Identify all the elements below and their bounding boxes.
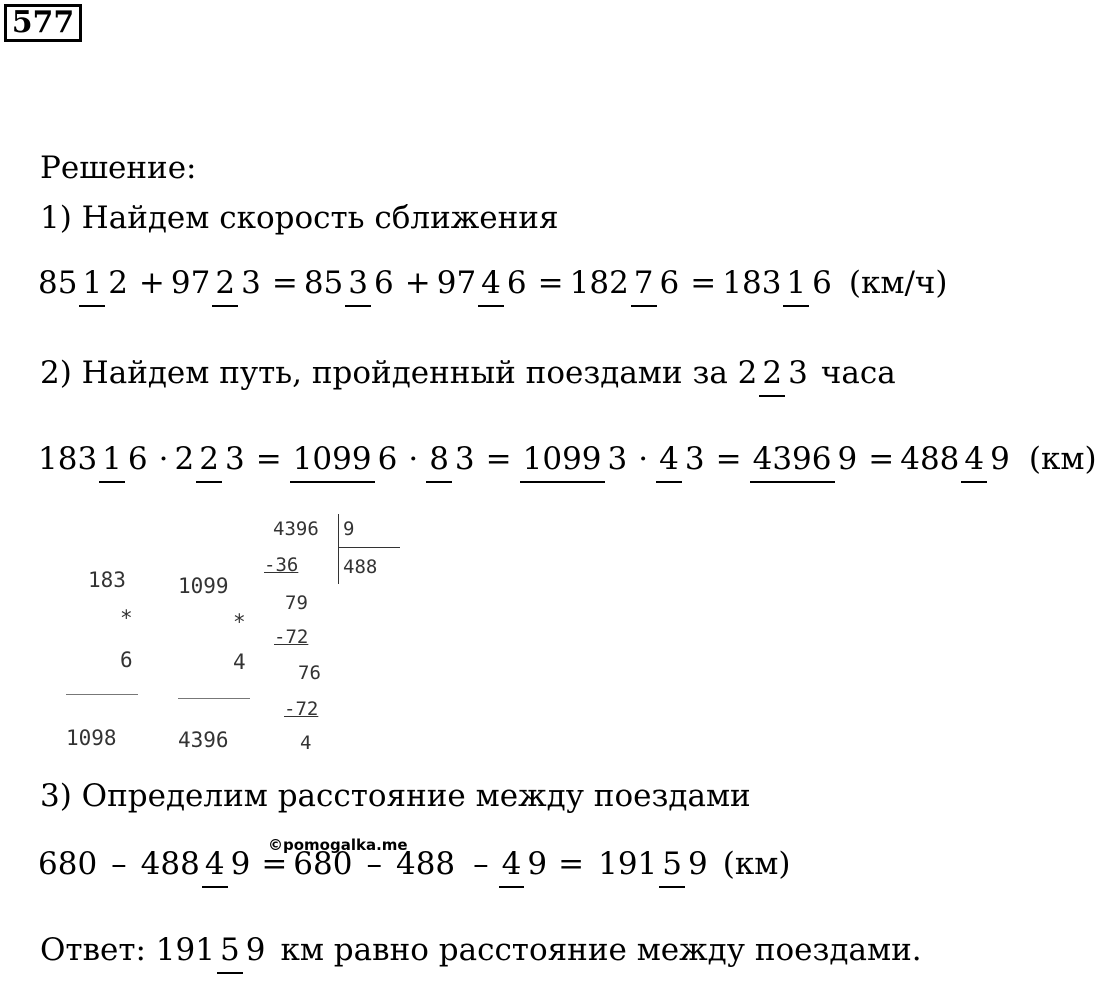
mult1-operand-a: 183 [88, 568, 126, 592]
fraction: 1099 3 [520, 444, 631, 475]
fraction: 1 2 [79, 268, 130, 299]
equals-sign: = [558, 846, 585, 882]
answer-line [40, 908, 922, 992]
step1-equation [38, 243, 948, 323]
minus-sign: – [473, 846, 489, 882]
whole-number: 680 [38, 846, 98, 882]
fraction: 8 3 [426, 444, 477, 475]
answer-prefix: Ответ: 191 [40, 932, 215, 968]
unit-label: (км) [1028, 441, 1097, 477]
division-remainder-3: 4 [300, 732, 312, 754]
fraction: 1 6 [783, 268, 834, 299]
solution-heading: Решение: [40, 150, 197, 186]
watermark: ©pomogalka.me [268, 836, 408, 854]
unit-label: (км) [722, 846, 791, 882]
division-quotient: 488 [343, 556, 378, 578]
mult2-result: 4396 [178, 728, 229, 752]
mult1-operator: * [120, 606, 133, 630]
mult2-operand-a: 1099 [178, 574, 229, 598]
whole-number: 191 [598, 846, 658, 882]
whole-number: 97 [170, 265, 211, 301]
answer-tail: км равно расстояние между поездами. [280, 932, 922, 968]
equals-sign: = [537, 265, 564, 301]
mult2-operand-b: 4 [233, 650, 246, 674]
fraction: 4 9 [499, 849, 550, 880]
plus-sign: + [138, 265, 165, 301]
whole-number: 488 [900, 441, 960, 477]
multiply-dot: · [158, 441, 169, 477]
fraction: 5 9 [659, 849, 710, 880]
equals-sign: = [715, 441, 742, 477]
whole-number: 85 [38, 265, 78, 301]
equals-sign: = [271, 265, 298, 301]
division-remainder-2: 76 [298, 662, 321, 684]
fraction: 1 6 [99, 444, 150, 475]
whole-number: 488 [395, 846, 456, 882]
fraction: 2 3 [196, 444, 247, 475]
step1-title: 1) Найдем скорость сближения [40, 200, 559, 236]
task-number: 577 [4, 4, 82, 42]
division-vertical-line [338, 514, 339, 584]
mult1-result: 1098 [66, 726, 117, 750]
equals-sign: = [485, 441, 512, 477]
division-divisor: 9 [343, 518, 355, 540]
fraction: 2 3 [212, 268, 263, 299]
minus-sign: – [366, 846, 382, 882]
division-dividend: 4396 [273, 518, 319, 540]
fraction: 4 6 [478, 268, 529, 299]
fraction: 3 6 [345, 268, 396, 299]
division-subtract-1: -36 [264, 554, 299, 576]
mult1-operand-b: 6 [120, 648, 133, 672]
step2-equation [38, 418, 1097, 500]
step3-equation [38, 822, 790, 906]
whole-number: 97 [436, 265, 477, 301]
fraction: 4 9 [961, 444, 1012, 475]
whole-number: 85 [303, 265, 344, 301]
division-remainder-1: 79 [285, 592, 308, 614]
fraction: 2 3 [759, 358, 810, 389]
mult2-operator: * [233, 610, 246, 634]
mult2-underline [178, 698, 250, 699]
division-subtract-3: -72 [284, 698, 319, 720]
equals-sign: = [261, 846, 288, 882]
whole-number: 680 [293, 846, 353, 882]
minus-sign: – [111, 846, 127, 882]
whole-number: 488 [140, 846, 200, 882]
equals-sign: = [255, 441, 282, 477]
equals-sign: = [690, 265, 717, 301]
step2-title-tail: часа [820, 355, 896, 391]
fraction: 1099 6 [290, 444, 401, 475]
multiply-dot: · [408, 441, 419, 477]
whole-number: 182 [569, 265, 629, 301]
fraction: 4 3 [656, 444, 707, 475]
step2-title [40, 330, 896, 416]
mult1-underline [66, 694, 138, 695]
step2-title-text: 2) Найдем путь, пройденный поездами за 2 [40, 355, 758, 391]
fraction: 5 9 [217, 935, 268, 966]
whole-number: 183 [722, 265, 782, 301]
division-subtract-2: -72 [274, 626, 309, 648]
fraction: 4396 9 [750, 444, 861, 475]
equals-sign: = [868, 441, 895, 477]
plus-sign: + [404, 265, 431, 301]
fraction: 4 9 [202, 849, 253, 880]
fraction: 7 6 [631, 268, 682, 299]
whole-number: 2 [174, 441, 195, 477]
whole-number: 183 [38, 441, 98, 477]
step3-title: 3) Определим расстояние между поездами [40, 778, 751, 814]
division-horizontal-line [338, 547, 400, 548]
unit-label: (км/ч) [848, 265, 948, 301]
multiply-dot: · [638, 441, 649, 477]
